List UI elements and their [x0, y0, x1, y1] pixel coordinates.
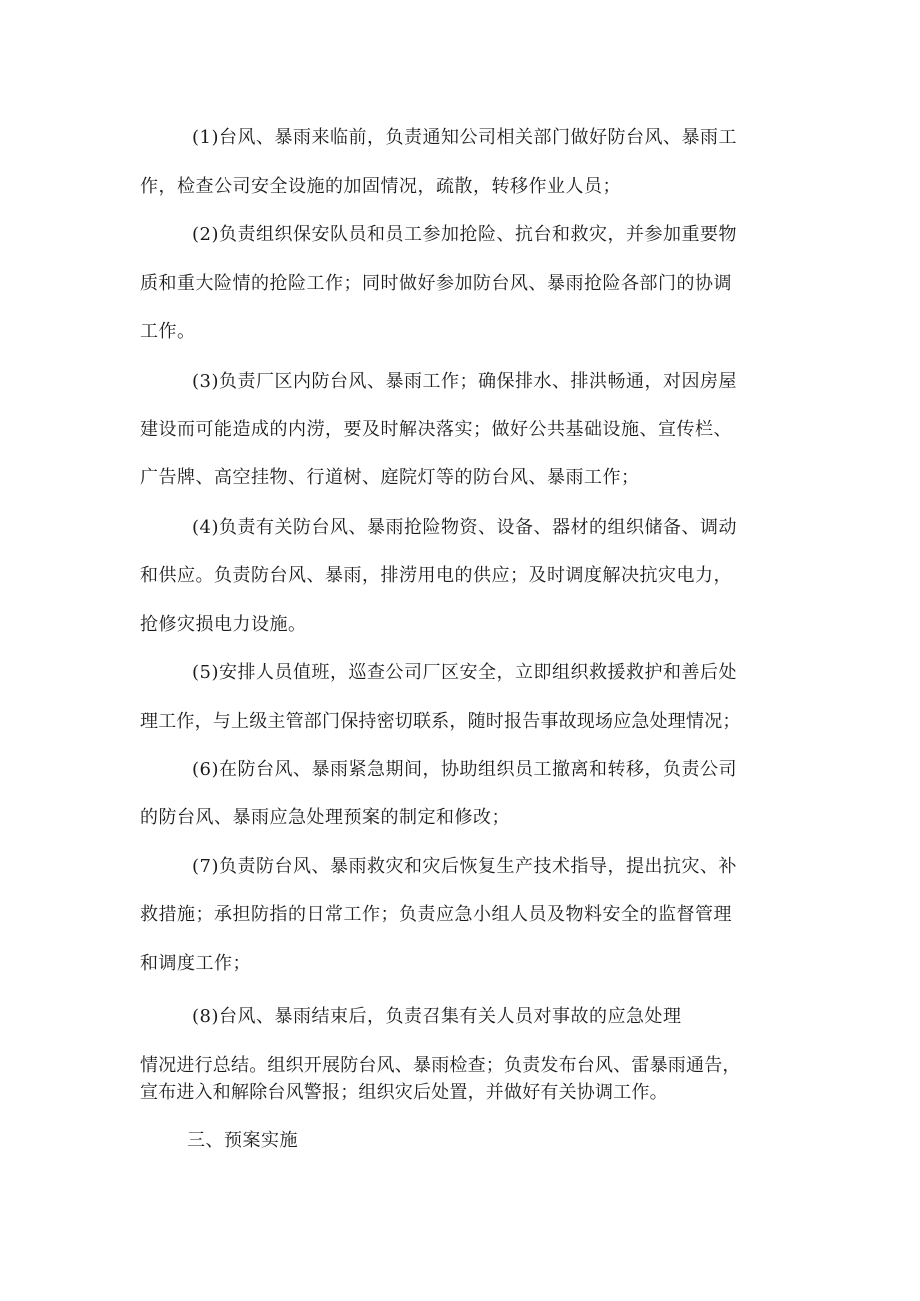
paragraph-8-line-1: (8)台风、暴雨结束后，负责召集有关人员对事故的应急处理	[192, 1006, 682, 1027]
paragraph-2-line-1: (2)负责组织保安队员和员工参加抢险、抗台和救灾，并参加重要物	[192, 224, 737, 245]
paragraph-4-line-1: (4)负责有关防台风、暴雨抢险物资、设备、器材的组织储备、调动	[192, 517, 737, 538]
section-heading: 三、预案实施	[187, 1130, 298, 1151]
paragraph-2-line-3: 工作。	[140, 321, 196, 342]
paragraph-7-line-3: 和调度工作；	[140, 953, 251, 974]
paragraph-4-line-3: 抢修灾损电力设施。	[140, 614, 307, 635]
paragraph-8-line-3: 宣布进入和解除台风警报；组织灾后处置，并做好有关协调工作。	[140, 1082, 668, 1103]
paragraph-8-line-2: 情况进行总结。组织开展防台风、暴雨检查；负责发布台风、雷暴雨通告，	[140, 1055, 741, 1076]
paragraph-6-line-1: (6)在防台风、暴雨紧急期间，协助组织员工撤离和转移，负责公司	[192, 759, 737, 780]
paragraph-3-line-1: (3)负责厂区内防台风、暴雨工作；确保排水、排洪畅通，对因房屋	[192, 371, 737, 392]
paragraph-5-line-2: 理工作，与上级主管部门保持密切联系，随时报告事故现场应急处理情况；	[140, 711, 741, 732]
paragraph-1-line-2: 作，检查公司安全设施的加固情况，疏散，转移作业人员；	[140, 176, 621, 197]
paragraph-2-line-2: 质和重大险情的抢险工作；同时做好参加防台风、暴雨抢险各部门的协调	[140, 273, 732, 294]
paragraph-6-line-2: 的防台风、暴雨应急处理预案的制定和修改；	[140, 807, 510, 828]
paragraph-3-line-2: 建设而可能造成的内涝，要及时解决落实；做好公共基础设施、宣传栏、	[140, 419, 732, 440]
paragraph-4-line-2: 和供应。负责防台风、暴雨，排涝用电的供应；及时调度解决抗灾电力，	[140, 565, 732, 586]
paragraph-5-line-1: (5)安排人员值班，巡查公司厂区安全，立即组织救援救护和善后处	[192, 662, 737, 683]
paragraph-3-line-3: 广告牌、高空挂物、行道树、庭院灯等的防台风、暴雨工作；	[140, 467, 640, 488]
paragraph-1-line-1: (1)台风、暴雨来临前，负责通知公司相关部门做好防台风、暴雨工	[192, 127, 737, 148]
paragraph-7-line-1: (7)负责防台风、暴雨救灾和灾后恢复生产技术指导，提出抗灾、补	[192, 856, 737, 877]
paragraph-7-line-2: 救措施；承担防指的日常工作；负责应急小组人员及物料安全的监督管理	[140, 904, 732, 925]
